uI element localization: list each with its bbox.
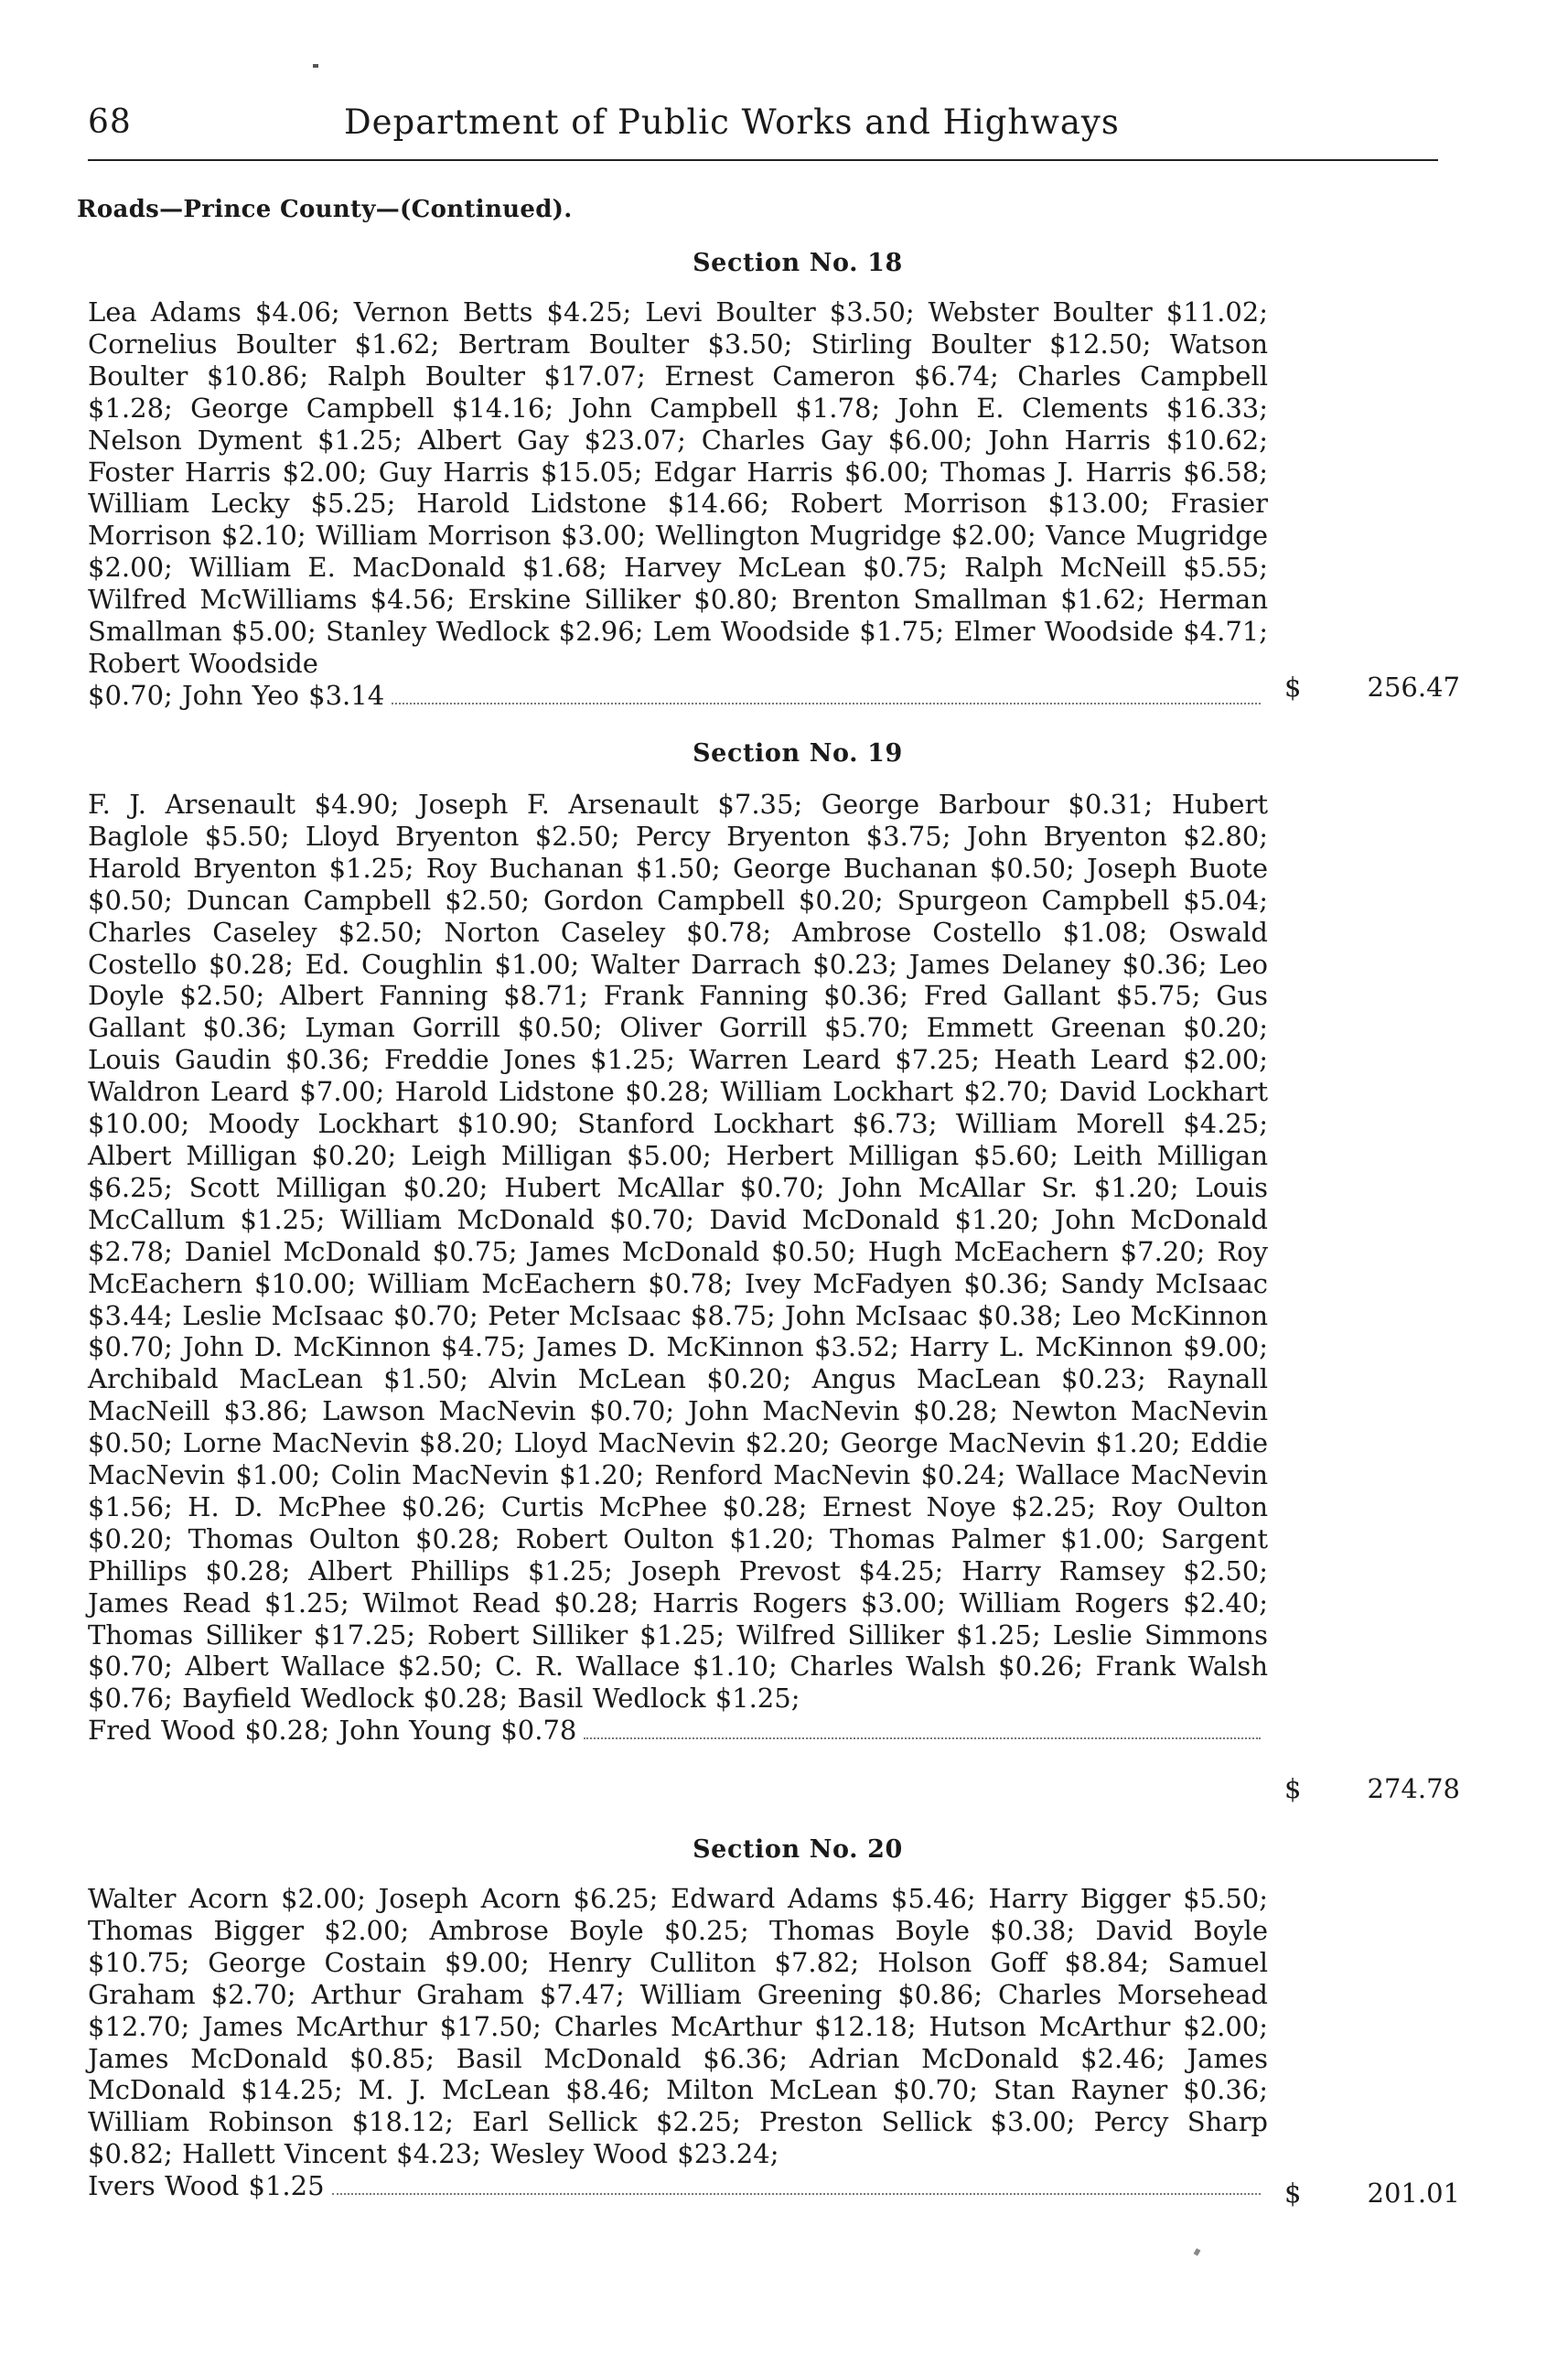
section-body bbox=[88, 1883, 1268, 2202]
section-text: Lea Adams $4.06; Vernon Betts $4.25; Levi Boulter $3.50; Webster Boulter $11.02; Cornelius Boulter $1.62; Bertram Boulter $3.50; Stirling Boulter $12.50; Watson Boulter $10.86; Ralph Boulter $17.07; Ernest Cameron $6.74; Charles Campbell $1.28; George Campbell $14.16; John Campbell $1.78; John E. Clements $16.33; Nelson Dyment $1.25; Albert Gay $23.07; Charles Gay $6.00; John Harris $10.62; Foster Harris $2.00; Guy Harris $15.05; Edgar Harris $6.00; Thomas J. Harris $6.58; William Lecky $5.25; Harold Lidstone $14.66; Robert Morrison $13.00; Frasier Morrison $2.10; William Morrison $3.00; Wellington Mugridge $2.00; Vance Mugridge $2.00; William E. MacDonald $1.68; Harvey McLean $0.75; Ralph McNeill $5.55; Wilfred McWilliams $4.56; Erskine Silliker $0.80; Brenton Smallman $1.62; Herman Smallman $5.00; Stanley Wedlock $2.96; Lem Woodside $1.75; Elmer Woodside $4.71; Robert Woodside bbox=[88, 296, 1268, 679]
scan-speck bbox=[1194, 2248, 1201, 2256]
section-last-line bbox=[88, 2170, 1268, 2202]
scan-speck bbox=[313, 64, 318, 68]
section-text: Walter Acorn $2.00; Joseph Acorn $6.25; Edward Adams $5.46; Harry Bigger $5.50; Thomas Bigger $2.00; Ambrose Boyle $0.25; Thomas Boyle $0.38; David Boyle $10.75; George Costain $9.00; Henry Culliton $7.82; Holson Goff $8.84; Samuel Graham $2.70; Arthur Graham $7.47; William Greening $0.86; Charles Morsehead $12.70; James McArthur $17.50; Charles McArthur $12.18; Hutson McArthur $2.00; James McDonald $0.85; Basil McDonald $6.36; Adrian McDonald $2.46; James McDonald $14.25; M. J. McLean $8.46; Milton McLean $0.70; Stan Rayner $0.36; William Robinson $18.12; Earl Sellick $2.25; Preston Sellick $3.00; Percy Sharp $0.82; Hallett Vincent $4.23; Wesley Wood $23.24; bbox=[88, 1883, 1268, 2170]
section-last-line bbox=[88, 1715, 1268, 1747]
page-number: 68 bbox=[88, 103, 132, 141]
section-text: F. J. Arsenault $4.90; Joseph F. Arsenault $7.35; George Barbour $0.31; Hubert Baglole $5.50; Lloyd Bryenton $2.50; Percy Bryenton $3.75; John Bryenton $2.80; Harold Bryenton $1.25; Roy Buchanan $1.50; George Buchanan $0.50; Joseph Buote $0.50; Duncan Campbell $2.50; Gordon Campbell $0.20; Spurgeon Campbell $5.04; Charles Caseley $2.50; Norton Caseley $0.78; Ambrose Costello $1.08; Oswald Costello $0.28; Ed. Coughlin $1.00; Walter Darrach $0.23; James Delaney $0.36; Leo Doyle $2.50; Albert Fanning $8.71; Frank Fanning $0.36; Fred Gallant $5.75; Gus Gallant $0.36; Lyman Gorrill $0.50; Oliver Gorrill $5.70; Emmett Greenan $0.20; Louis Gaudin $0.36; Freddie Jones $1.25; Warren Leard $7.25; Heath Leard $2.00; Waldron Leard $7.00; Harold Lidstone $0.28; William Lockhart $2.70; David Lockhart $10.00; Moody Lockhart $10.90; Stanford Lockhart $6.73; William Morell $4.25; Albert Milligan $0.20; Leigh Milligan $5.00; Herbert Milligan $5.60; Leith Milligan $6.25; Scott Milligan $0.20; Hubert McAllar $0.70; John McAllar Sr. $1.20; Louis McCallum $1.25; William McDonald $0.70; David McDonald $1.20; John McDonald $2.78; Daniel McDonald $0.75; James McDonald $0.50; Hugh McEachern $7.20; Roy McEachern $10.00; William McEachern $0.78; Ivey McFadyen $0.36; Sandy McIsaac $3.44; Leslie McIsaac $0.70; Peter McIsaac $8.75; John McIsaac $0.38; Leo McKinnon $0.70; John D. McKinnon $4.75; James D. McKinnon $3.52; Harry L. McKinnon $9.00; Archibald MacLean $1.50; Alvin McLean $0.20; Angus MacLean $0.23; Raynall MacNeill $3.86; Lawson MacNevin $0.70; John MacNevin $0.28; Newton MacNevin $0.50; Lorne MacNevin $8.20; Lloyd MacNevin $2.20; George MacNevin $1.20; Eddie MacNevin $1.00; Colin MacNevin $1.20; Renford MacNevin $0.24; Wallace MacNevin $1.56; H. D. McPhee $0.26; Curtis McPhee $0.28; Ernest Noye $2.25; Roy Oulton $0.20; Thomas Oulton $0.28; Robert Oulton $1.20; Thomas Palmer $1.00; Sargent Phillips $0.28; Albert Phillips $1.25; Joseph Prevost $4.25; Harry Ramsey $2.50; James Read $1.25; Wilmot Read $0.28; Harris Rogers $3.00; William Rogers $2.40; Thomas Silliker $17.25; Robert Silliker $1.25; Wilfred Silliker $1.25; Leslie Simmons $0.70; Albert Wallace $2.50; C. R. Wallace $1.10; Charles Walsh $0.26; Frank Walsh $0.76; Bayfield Wedlock $0.28; Basil Wedlock $1.25; bbox=[88, 789, 1268, 1715]
page-header bbox=[88, 102, 1438, 161]
running-title: Department of Public Works and Highways bbox=[344, 102, 1120, 142]
section-last-line-text: $0.70; John Yeo $3.14 bbox=[88, 679, 385, 711]
dot-leader bbox=[584, 1737, 1261, 1739]
section-body bbox=[88, 296, 1268, 712]
currency-sign: $ bbox=[1284, 672, 1302, 703]
dot-leader bbox=[332, 2193, 1261, 2195]
section-last-line bbox=[88, 680, 1268, 712]
section-title: Section No. 18 bbox=[693, 249, 903, 277]
section-total: 256.47 bbox=[1367, 672, 1460, 703]
currency-sign: $ bbox=[1284, 2178, 1302, 2209]
section-total: 274.78 bbox=[1367, 1773, 1460, 1804]
section-title: Section No. 19 bbox=[693, 739, 903, 768]
section-title: Section No. 20 bbox=[693, 1835, 903, 1864]
section-body bbox=[88, 789, 1268, 1747]
dot-leader bbox=[392, 703, 1261, 704]
section-total: 201.01 bbox=[1367, 2178, 1460, 2209]
currency-sign: $ bbox=[1284, 1773, 1302, 1804]
section-last-line-text: Fred Wood $0.28; John Young $0.78 bbox=[88, 1715, 577, 1747]
continued-heading: Roads—Prince County—(Continued). bbox=[77, 196, 573, 223]
section-last-line-text: Ivers Wood $1.25 bbox=[88, 2170, 325, 2202]
